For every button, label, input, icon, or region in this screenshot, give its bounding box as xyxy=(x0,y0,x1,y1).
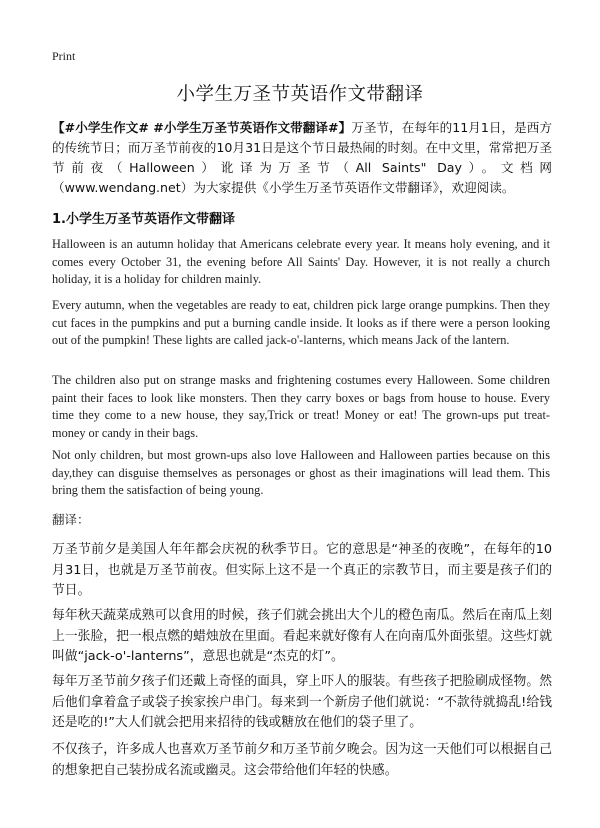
chinese-paragraph-3: 每年万圣节前夕孩子们还戴上奇怪的面具，穿上吓人的服装。有些孩子把脸刷成怪物。然后他们拿着盒子或袋子挨家挨户串门。每来到一个新房子他们就说：“不款待就捣乱!给钱还是吃的!”大人们就会把用来招待的钱或糖放在他们的袋子里了。 xyxy=(52,674,552,730)
english-paragraph-3: The children also put on strange masks and frightening costumes every Halloween. Some children paint their faces to look like monsters. Then they carry boxes or bags from house to house. Every time they come to a new house, they say,Trick or treat! Money or eat! The grown-ups put treat-money or candy in their bags. xyxy=(52,373,550,440)
english-paragraph-2: Every autumn, when the vegetables are ready to eat, children pick large orange pumpkins. Then they cut faces in the pumpkins and put a burning candle inside. It looks as if there were a person looking out of the pumpkin! These lights are called jack-o'-lanterns, which means Jack of the lantern. xyxy=(52,298,550,347)
translation-label: 翻译： xyxy=(52,512,90,527)
english-paragraph-4: Not only children, but most grown-ups also love Halloween and Halloween parties because on this day,they can disguise themselves as personages or ghost as their imaginations will lead them. This bring them the satisfaction of being young. xyxy=(52,448,550,497)
chinese-paragraph-2: 每年秋天蔬菜成熟可以食用的时候，孩子们就会挑出大个儿的橙色南瓜。然后在南瓜上刻上一张脸，把一根点燃的蜡烛放在里面。看起来就好像有人在向南瓜外面张望。这些灯就叫做“jack-o'-lanterns”，意思也就是“杰克的灯”。 xyxy=(52,608,552,664)
chinese-paragraph-4: 不仅孩子，许多成人也喜欢万圣节前夕和万圣节前夕晚会。因为这一天他们可以根据自己的想象把自己装扮成名流或幽灵。这会带给他们年轻的快感。 xyxy=(52,742,552,778)
section-heading: 1.小学生万圣节英语作文带翻译 xyxy=(52,212,235,227)
intro-tag: 【#小学生作文# #小学生万圣节英语作文带翻译#】 xyxy=(52,120,352,135)
intro-paragraph xyxy=(52,118,552,198)
page-title: 小学生万圣节英语作文带翻译 xyxy=(176,84,424,105)
intro-text: 万圣节，在每年的11月1日，是西方的传统节日；而万圣节前夜的10月31日是这个节日最热闹的时刻。在中文里，常常把万圣节前夜（Halloween）讹译为万圣节（All Saints" Day）。文档网（www.wendang.net）为大家提供《小学生万圣节英语作文带翻译》，欢迎阅读。 xyxy=(52,120,553,195)
english-paragraph-1: Halloween is an autumn holiday that Americans celebrate every year. It means holy evening, and it comes every October 31, the evening before All Saints' Day. However, it is not really a church holiday, it is a holiday for children mainly. xyxy=(52,237,550,286)
chinese-paragraph-1: 万圣节前夕是美国人年年都会庆祝的秋季节日。它的意思是“神圣的夜晚”，在每年的10月31日，也就是万圣节前夜。但实际上这不是一个真正的宗教节日，而主要是孩子们的节日。 xyxy=(52,542,552,598)
print-link[interactable]: Print xyxy=(52,49,76,63)
